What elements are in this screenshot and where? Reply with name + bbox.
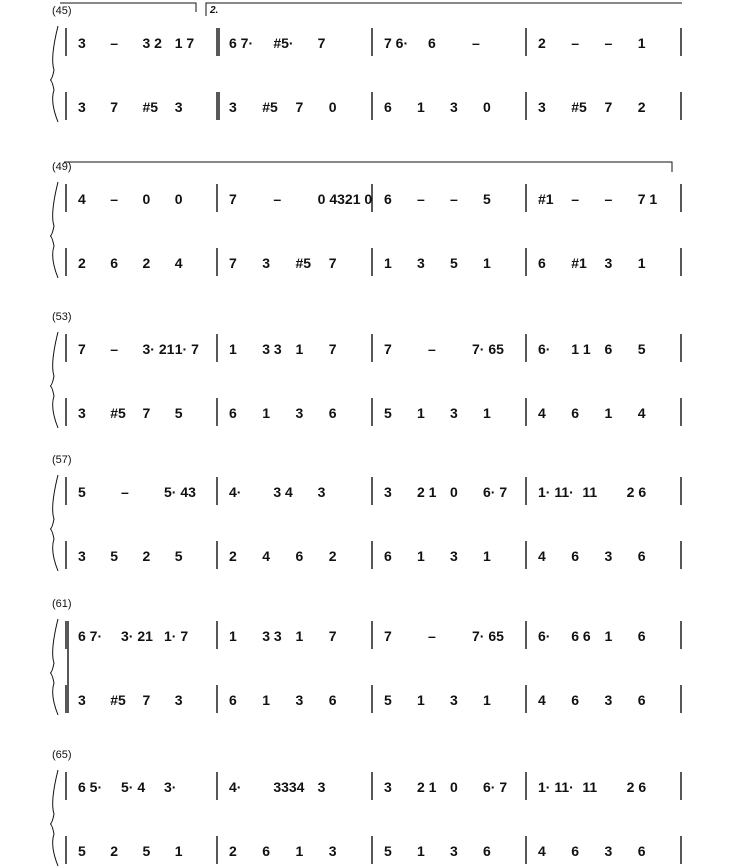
note-lower: 6 [328, 692, 337, 708]
system-brace [50, 770, 58, 866]
note-lower: 1 [417, 843, 425, 859]
note-upper: 0 4321 0 [317, 191, 373, 207]
note-upper: 3334 [273, 779, 305, 795]
system-brace [50, 26, 58, 122]
system [50, 454, 681, 571]
note-lower: 7 [328, 255, 337, 271]
note-upper: 6 7· [229, 35, 254, 51]
note-lower: 2 [328, 548, 337, 564]
note-upper: 1· 7 [164, 628, 189, 644]
note-lower: #5 [110, 405, 126, 421]
note-upper: – [604, 191, 613, 207]
note-lower: 5 [174, 405, 183, 421]
note-lower: 3 [262, 255, 271, 271]
note-upper: – [110, 35, 119, 51]
note-upper: 5 [637, 341, 646, 357]
note-upper: 7· 65 [472, 341, 504, 357]
note-lower: 6 [295, 548, 304, 564]
note-upper: #5· [273, 35, 294, 51]
note-upper: 3 [317, 779, 326, 795]
note-lower: 5 [384, 405, 392, 421]
measure-number: (53) [52, 311, 72, 323]
note-upper: – [428, 341, 436, 357]
note-upper: 4· [229, 779, 242, 795]
note-upper: 1 [637, 35, 646, 51]
note-lower: 3 [229, 99, 237, 115]
note-lower: 6 [571, 548, 580, 564]
note-upper: – [472, 35, 480, 51]
note-upper: – [604, 35, 613, 51]
note-upper: 1 7 [174, 35, 195, 51]
note-upper: 6 [384, 191, 392, 207]
note-lower: 4 [538, 692, 546, 708]
note-lower: 1 [174, 843, 183, 859]
note-lower: 5 [174, 548, 183, 564]
note-upper: 6 [604, 341, 613, 357]
note-upper: – [417, 191, 425, 207]
note-lower: 3 [417, 255, 425, 271]
note-upper: 3 4 [273, 484, 293, 500]
note-upper: – [110, 191, 119, 207]
note-lower: 6 [637, 548, 646, 564]
note-lower: 1 [483, 692, 491, 708]
measure-number: (65) [52, 749, 72, 761]
note-lower: 3 [295, 405, 304, 421]
system [50, 5, 681, 122]
note-lower: 3 [78, 99, 86, 115]
system [50, 161, 681, 278]
note-lower: 6 [538, 255, 546, 271]
note-lower: #5 [295, 255, 312, 271]
note-lower: 4 [538, 405, 546, 421]
note-lower: 6 [571, 405, 580, 421]
note-lower: 1 [637, 255, 646, 271]
note-lower: 1 [604, 405, 613, 421]
note-lower: 2 [229, 843, 237, 859]
note-lower: 6 [384, 99, 392, 115]
note-upper: 6· 7 [483, 779, 508, 795]
note-lower: 3 [78, 405, 86, 421]
note-upper: 1 [295, 341, 304, 357]
note-lower: 3 [450, 99, 458, 115]
measure-number: (57) [52, 454, 72, 466]
note-lower: 3 [78, 692, 86, 708]
note-lower: 4 [538, 548, 546, 564]
note-upper: 3 3 [262, 341, 282, 357]
note-upper: 1 [229, 341, 237, 357]
note-lower: #5 [262, 99, 278, 115]
note-upper: 6 5· [78, 779, 103, 795]
note-upper: 7 [78, 341, 86, 357]
note-upper: 3 [317, 484, 326, 500]
system-brace [50, 619, 58, 715]
note-lower: 1 [417, 405, 425, 421]
note-lower: 7 [110, 99, 119, 115]
note-upper: – [121, 484, 129, 500]
note-lower: 3 [295, 692, 304, 708]
note-upper: 0 [142, 191, 151, 207]
note-lower: 5 [110, 548, 119, 564]
note-upper: 2 1 [417, 484, 437, 500]
system [50, 311, 681, 428]
note-upper: 6 7· [78, 628, 103, 644]
note-lower: #1 [571, 255, 587, 271]
note-lower: 3 [78, 548, 86, 564]
note-upper: 2 [538, 35, 546, 51]
note-lower: 2 [142, 548, 151, 564]
system [50, 598, 681, 715]
note-lower: 3 [604, 843, 613, 859]
volta-line-49 [64, 162, 672, 172]
note-lower: 3 [450, 548, 458, 564]
note-upper: 6 6 [571, 628, 591, 644]
note-lower: 2 [78, 255, 86, 271]
note-upper: 3 [384, 484, 392, 500]
note-lower: 7 [142, 692, 151, 708]
note-lower: 6 [571, 843, 580, 859]
note-upper: 11 [582, 484, 598, 500]
note-upper: – [428, 628, 436, 644]
note-lower: 3 [450, 692, 458, 708]
measure-number: (45) [52, 5, 72, 17]
note-lower: 3 [604, 255, 613, 271]
note-lower: #5 [110, 692, 126, 708]
note-lower: 7 [604, 99, 613, 115]
note-upper: 6· [538, 628, 551, 644]
note-lower: 1 [417, 548, 425, 564]
note-lower: 1 [483, 548, 491, 564]
note-upper: 5 [483, 191, 491, 207]
note-lower: 2 [637, 99, 646, 115]
note-upper: 7 6· [384, 35, 409, 51]
note-upper: 0 [450, 484, 458, 500]
note-upper: 3 [78, 35, 86, 51]
note-upper: – [110, 341, 119, 357]
note-upper: 6 [637, 628, 646, 644]
note-upper: – [450, 191, 458, 207]
note-lower: 6 [637, 843, 646, 859]
note-upper: 0 [174, 191, 183, 207]
note-upper: 3· 21 [121, 628, 153, 644]
note-upper: – [571, 191, 580, 207]
note-upper: 0 [450, 779, 458, 795]
note-lower: 3 [174, 692, 183, 708]
note-lower: 3 [328, 843, 337, 859]
note-upper: 1 [229, 628, 237, 644]
note-upper: 3 2 [142, 35, 162, 51]
note-lower: 2 [110, 843, 119, 859]
note-lower: 5 [384, 843, 392, 859]
note-upper: 2 6 [626, 484, 647, 500]
note-lower: 4 [262, 548, 271, 564]
note-lower: 3 [450, 843, 458, 859]
note-lower: 6 [637, 692, 646, 708]
note-lower: 7 [295, 99, 304, 115]
note-upper: 6 [428, 35, 436, 51]
note-lower: 2 [229, 548, 237, 564]
system [50, 749, 681, 866]
note-lower: 4 [637, 405, 646, 421]
note-lower: 5 [450, 255, 458, 271]
note-upper: 1· 7 [174, 341, 199, 357]
note-lower: 1 [417, 99, 425, 115]
note-upper: 1 [604, 628, 613, 644]
note-lower: 5 [142, 843, 151, 859]
note-upper: 7 [384, 341, 392, 357]
note-upper: – [571, 35, 580, 51]
note-lower: 5 [78, 843, 86, 859]
note-upper: 4 [78, 191, 86, 207]
note-upper: 5· 4 [121, 779, 146, 795]
note-upper: 1 [295, 628, 304, 644]
note-lower: 6 [571, 692, 580, 708]
note-lower: 3 [174, 99, 183, 115]
system-brace [50, 332, 58, 428]
note-lower: 2 [142, 255, 151, 271]
note-lower: #5 [571, 99, 587, 115]
note-upper: 5 [78, 484, 86, 500]
note-upper: 2 6 [626, 779, 647, 795]
note-lower: 0 [328, 99, 337, 115]
systems-layer [50, 5, 681, 866]
note-upper: 1· 11· [538, 484, 574, 500]
note-lower: 3 [450, 405, 458, 421]
note-lower: 1 [262, 405, 271, 421]
system-brace [50, 475, 58, 571]
system-brace [50, 182, 58, 278]
note-lower: 6 [229, 405, 237, 421]
note-lower: 7 [142, 405, 151, 421]
note-upper: 1 1 [571, 341, 591, 357]
note-upper: 4· [229, 484, 242, 500]
note-lower: 3 [604, 692, 613, 708]
note-upper: 11 [582, 779, 598, 795]
note-upper: 3 [384, 779, 392, 795]
note-upper: 7 [384, 628, 392, 644]
note-upper: 7 1 [637, 191, 658, 207]
note-lower: 3 [604, 548, 613, 564]
note-lower: 1 [483, 255, 491, 271]
note-upper: 7 [328, 341, 337, 357]
note-lower: 6 [328, 405, 337, 421]
note-upper: 3· 21 [142, 341, 175, 357]
note-lower: #5 [142, 99, 159, 115]
note-upper: 3 3 [262, 628, 282, 644]
note-lower: 1 [262, 692, 271, 708]
note-upper: 7 [328, 628, 337, 644]
note-upper: #1 [538, 191, 554, 207]
note-lower: 4 [538, 843, 546, 859]
note-lower: 1 [384, 255, 392, 271]
note-lower: 1 [295, 843, 304, 859]
note-lower: 0 [483, 99, 491, 115]
volta-bracket [206, 3, 682, 16]
volta-label: 2. [210, 5, 219, 16]
volta-bracket-left [60, 3, 196, 12]
note-upper: – [273, 191, 282, 207]
measure-number: (49) [52, 161, 72, 173]
note-lower: 1 [483, 405, 491, 421]
note-upper: 7· 65 [472, 628, 504, 644]
note-lower: 6 [384, 548, 392, 564]
note-upper: 6· 7 [483, 484, 508, 500]
note-lower: 6 [110, 255, 119, 271]
note-lower: 5 [384, 692, 392, 708]
note-lower: 6 [229, 692, 237, 708]
note-lower: 6 [483, 843, 491, 859]
note-lower: 7 [229, 255, 237, 271]
note-upper: 1· 11· [538, 779, 574, 795]
note-upper: 6· [538, 341, 551, 357]
note-lower: 4 [174, 255, 183, 271]
note-upper: 5· 43 [164, 484, 196, 500]
note-upper: 7 [317, 35, 326, 51]
note-lower: 1 [417, 692, 425, 708]
note-lower: 3 [538, 99, 546, 115]
note-upper: 3· [164, 779, 177, 795]
note-upper: 7 [229, 191, 237, 207]
measure-number: (61) [52, 598, 72, 610]
note-upper: 2 1 [417, 779, 437, 795]
note-lower: 6 [262, 843, 271, 859]
